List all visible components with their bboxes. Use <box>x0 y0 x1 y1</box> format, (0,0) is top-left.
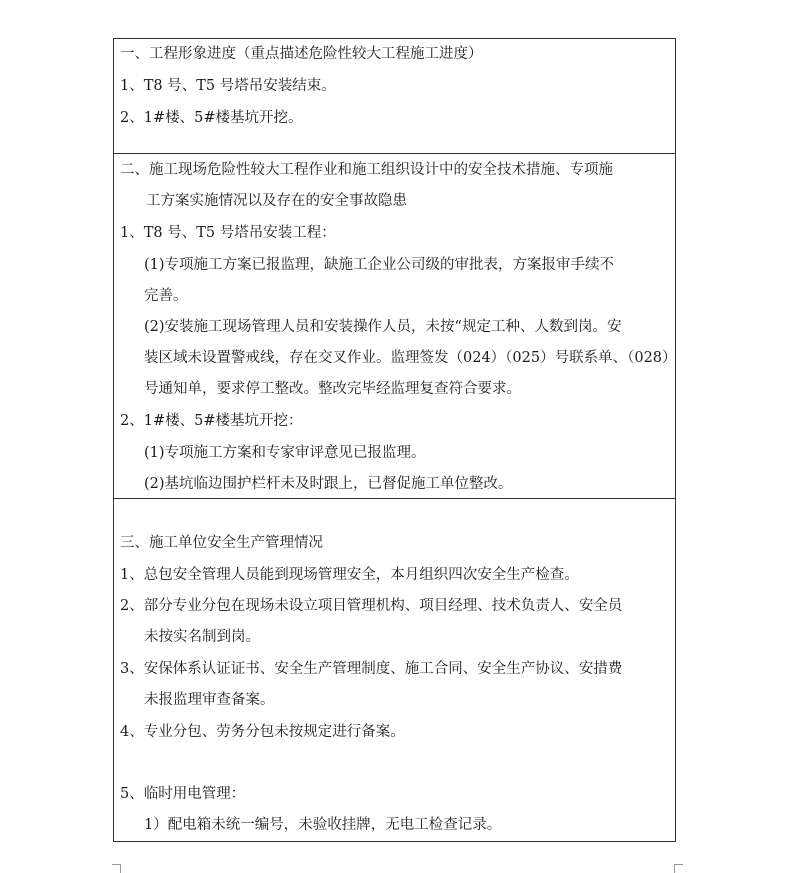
text-line: 未报监理审查备案。 <box>144 692 275 708</box>
text-line: 4、专业分包、劳务分包未按规定进行备案。 <box>120 724 405 740</box>
text-line: (1)专项施工方案和专家审评意见已报监理。 <box>144 445 426 461</box>
text-line: 2、1#楼、5#楼基坑开挖。 <box>120 110 303 126</box>
text-line: 2、1#楼、5#楼基坑开挖： <box>120 413 303 429</box>
section-progress <box>114 39 675 154</box>
section-heading: 一、工程形象进度（重点描述危险性较大工程施工进度） <box>120 46 483 62</box>
section-heading: 三、施工单位安全生产管理情况 <box>120 535 323 551</box>
report-table <box>113 38 676 842</box>
text-line: 1）配电箱未统一编号，未验收挂牌，无电工检查记录。 <box>144 817 502 833</box>
text-line: (2)基坑临边围护栏杆未及时跟上，已督促施工单位整改。 <box>144 476 513 492</box>
text-line: (2)安装施工现场管理人员和安装操作人员，未按“规定工种、人数到岗。安 <box>144 319 622 335</box>
section-management <box>114 498 675 843</box>
text-line: 2、部分专业分包在现场未设立项目管理机构、项目经理、技术负责人、安全员 <box>120 598 623 614</box>
text-line: (1)专项施工方案已报监理，缺施工企业公司级的审批表，方案报审手续不 <box>144 257 615 273</box>
section-heading: 工方案实施情况以及存在的安全事故隐患 <box>146 193 407 209</box>
text-line: 1、T8 号、T5 号塔吊安装工程： <box>120 225 336 241</box>
section-heading: 二、施工现场危险性较大工程作业和施工组织设计中的安全技术措施、专项施 <box>120 162 613 178</box>
text-line: 3、安保体系认证证书、安全生产管理制度、施工合同、安全生产协议、安措费 <box>120 661 623 677</box>
section-safety-measures <box>114 153 675 499</box>
text-line: 1、总包安全管理人员能到现场管理安全，本月组织四次安全生产检查。 <box>120 567 579 583</box>
text-line: 号通知单，要求停工整改。整改完毕经监理复查符合要求。 <box>144 381 521 397</box>
text-line: 未按实名制到岗。 <box>144 629 260 645</box>
text-line: 装区域未设置警戒线，存在交叉作业。监理签发（024）（025）号联系单、（028） <box>144 350 677 366</box>
text-line: 完善。 <box>144 288 188 304</box>
text-line: 1、T8 号、T5 号塔吊安装结束。 <box>120 78 336 94</box>
text-line: 5、临时用电管理： <box>120 786 246 802</box>
